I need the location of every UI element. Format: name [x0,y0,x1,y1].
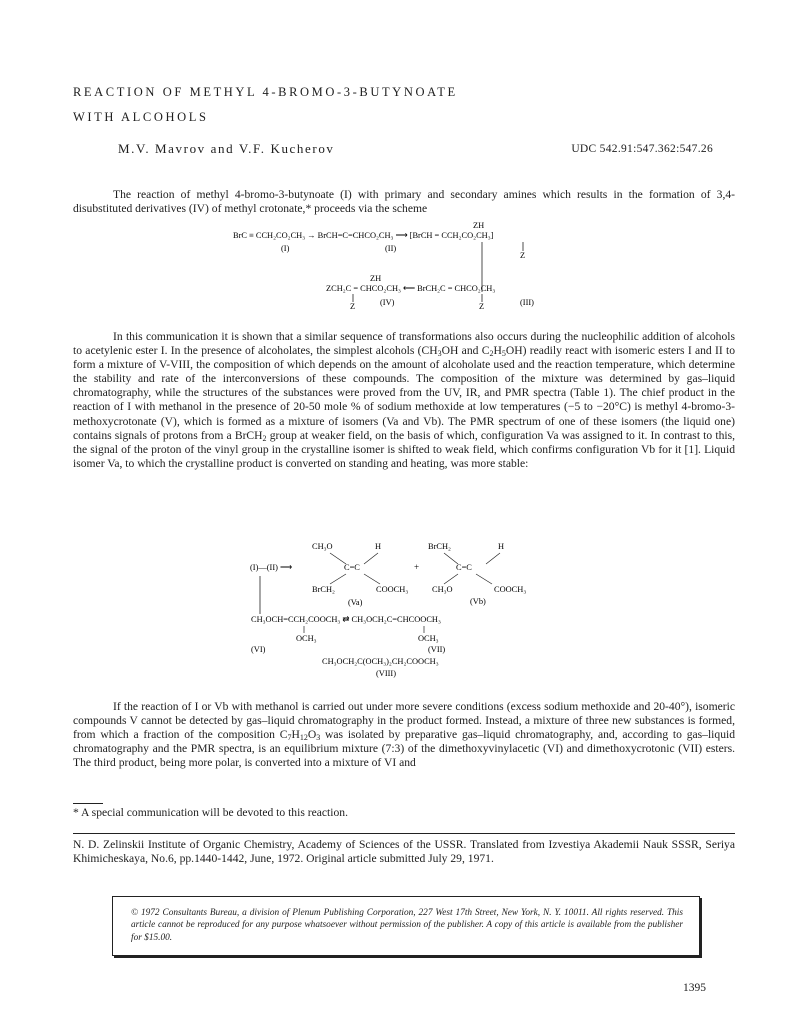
paper-title-line1: REACTION OF METHYL 4-BROMO-3-BUTYNOATE [73,85,458,99]
affiliation-rule [73,833,735,834]
scheme-2-drawing [248,540,568,688]
udc-code: UDC 542.91:547.362:547.26 [571,143,713,155]
bond-line [364,574,380,584]
scheme1-z-mid: Z [479,302,485,311]
footnote: * A special communication will be devoted to this reaction. [73,806,348,819]
scheme2-line-VI-VII: CH₃OCH=CCH₂COOCH₃ ⇄ CH₃OCH₂C=CHCOOCH₃ [251,615,441,624]
scheme1-line2: ZCH₂C = CHCO₂CH₃ ⟵ BrCH₂C = CHCO₂CH₃ [326,284,496,293]
scheme2-label-Vb: (Vb) [470,597,486,606]
scheme2-brch2-a: BrCH₂ [312,585,335,594]
scheme1-label-IV: (IV) [380,298,395,307]
scheme2-h-b: H [498,542,505,551]
paragraph-2 [73,330,735,471]
bond-line [364,553,378,564]
scheme1-zh-top: ZH [473,221,485,230]
scheme2-start: (I)—(II) ⟶ [250,563,292,572]
bond-line [444,574,458,584]
page-number: 1395 [683,982,706,994]
scheme1-z-right: Z [520,251,526,260]
scheme2-label-VI: (VI) [251,645,266,654]
reaction-scheme-1 [230,220,590,320]
scheme2-ch3o-a: CH₃O [312,542,333,551]
copyright-text: © 1972 Consultants Bureau, a division of Plenum Publishing Corporation, 227 West 17th Street, New York, N. Y. 10011. All rights reserved. This article cannot be reproduced for any purpose whatsoever without permission of the publisher. A copy of this article is available from the publisher for $15.00. [131,908,683,943]
copyright-box [112,896,700,956]
paragraph-2-text: In this communication it is shown that a similar sequence of transformations also occurs during the nucleophilic addition of alcohols to acetylenic ester I. In the presence of alcoholates, the simplest alcohols ($CH_3OH$ and $C_2H_5OH$) readily react with isomeric esters I and II to form a mixture of V-VIII, the composition of which depends on the amount of alcoholate used and the reaction temperature, which determine the stability and rate of the interconversions of these compounds. The composition of the mixture was determined by gas–liquid chromatography, while the structures of the substances were proved from the UV, IR, and PMR spectra (Table 1). The chief product in the reaction of I with methanol in the presence of 20-50 mole % of sodium methoxide at low temperatures (−5 to −20°C) is methyl 4-bromo-3-methoxycrotonate (V), which is formed as a mixture of isomers (Va and Vb). The PMR spectrum of one of these isomers (the liquid one) contains signals of protons from a BrCH$_2$ group at weaker field, on the basis of which, configuration Va was assigned to it. In contrast to this, the signal of the proton of the vinyl group in the crystalline isomer is shifted to weak field, which confirms configuration Vb for it [1]. Liquid isomer Va, to which the crystalline product is converted on standing and heating, was more stable: [73,330,736,470]
scheme2-label-VIII: (VIII) [376,669,396,678]
scheme2-brch2-b: BrCH₂ [428,542,451,551]
authors: M.V. Mavrov and V.F. Kucherov [118,141,335,156]
bond-line [476,574,492,584]
paragraph-3-text: If the reaction of I or Vb with methanol is carried out under more severe conditions (excess sodium methoxide and 20-40°), isomeric compounds V cannot be detected by gas–liquid chromatography in the product formed. Instead, a mixture of three new substances is formed, from which a fraction of the composition $C_7H_{12}O_3$ was isolated by preparative gas–liquid chromatography, and, according to gas–liquid chromatography and the PMR spectra, is an equilibrium mixture (7:3) of the dimethoxyvinylacetic (VI) and dimethoxycrotonic (VII) esters. The third product, being more polar, is converted into a mixture of VI and [73,700,736,770]
scheme2-line-VIII: CH₃OCH₂C(OCH₃)₂CH₂COOCH₃ [322,657,439,666]
scheme2-cooch3-b: COOCH₃ [494,585,527,594]
scheme1-zh-bottom: ZH [370,274,382,283]
scheme2-och3-a: OCH₃ [296,634,317,643]
bond-line [330,574,346,584]
footnote-rule [73,803,103,804]
scheme2-label-Va: (Va) [348,598,363,607]
scheme-1-drawing [230,220,590,320]
scheme2-label-VII: (VII) [428,645,446,654]
scheme1-label-III: (III) [520,298,534,307]
scheme2-h-a: H [375,542,382,551]
scheme2-cc-b: C=C [456,563,472,572]
scheme1-label-II: (II) [385,244,397,253]
reaction-scheme-2 [248,540,568,688]
scheme2-ch3o-b: CH₃O [432,585,453,594]
affiliation: N. D. Zelinskii Institute of Organic Chemistry, Academy of Sciences of the USSR. Translated from Izvestiya Akademii Nauk SSSR, Seriya Khimicheskaya, No.6, pp.1440-1442, June, 1972. Original article submitted July 29, 1971. [73,838,735,866]
scheme2-cooch3-a: COOCH₃ [376,585,409,594]
intro-paragraph-text: The reaction of methyl 4-bromo-3-butynoate (I) with primary and secondary amines which results in the formation of 3,4-disubstituted derivatives (IV) of methyl crotonate,* proceeds via the scheme [73,188,735,216]
scheme1-z-left: Z [350,302,356,311]
paragraph-3 [73,700,735,770]
scheme1-label-I: (I) [281,244,290,253]
intro-paragraph [73,188,735,216]
scheme2-och3-b: OCH₃ [418,634,439,643]
paper-title-line2: WITH ALCOHOLS [73,110,209,124]
bond-line [486,553,500,564]
scheme1-line1: BrC ≡ CCH₂CO₂CH₃ → BrCH=C=CHCO₂CH₃ ⟶ [BrCH = CCH₂CO₂CH₃] [233,231,494,240]
scheme2-plus: + [414,562,420,572]
scheme2-cc-a: C=C [344,563,360,572]
